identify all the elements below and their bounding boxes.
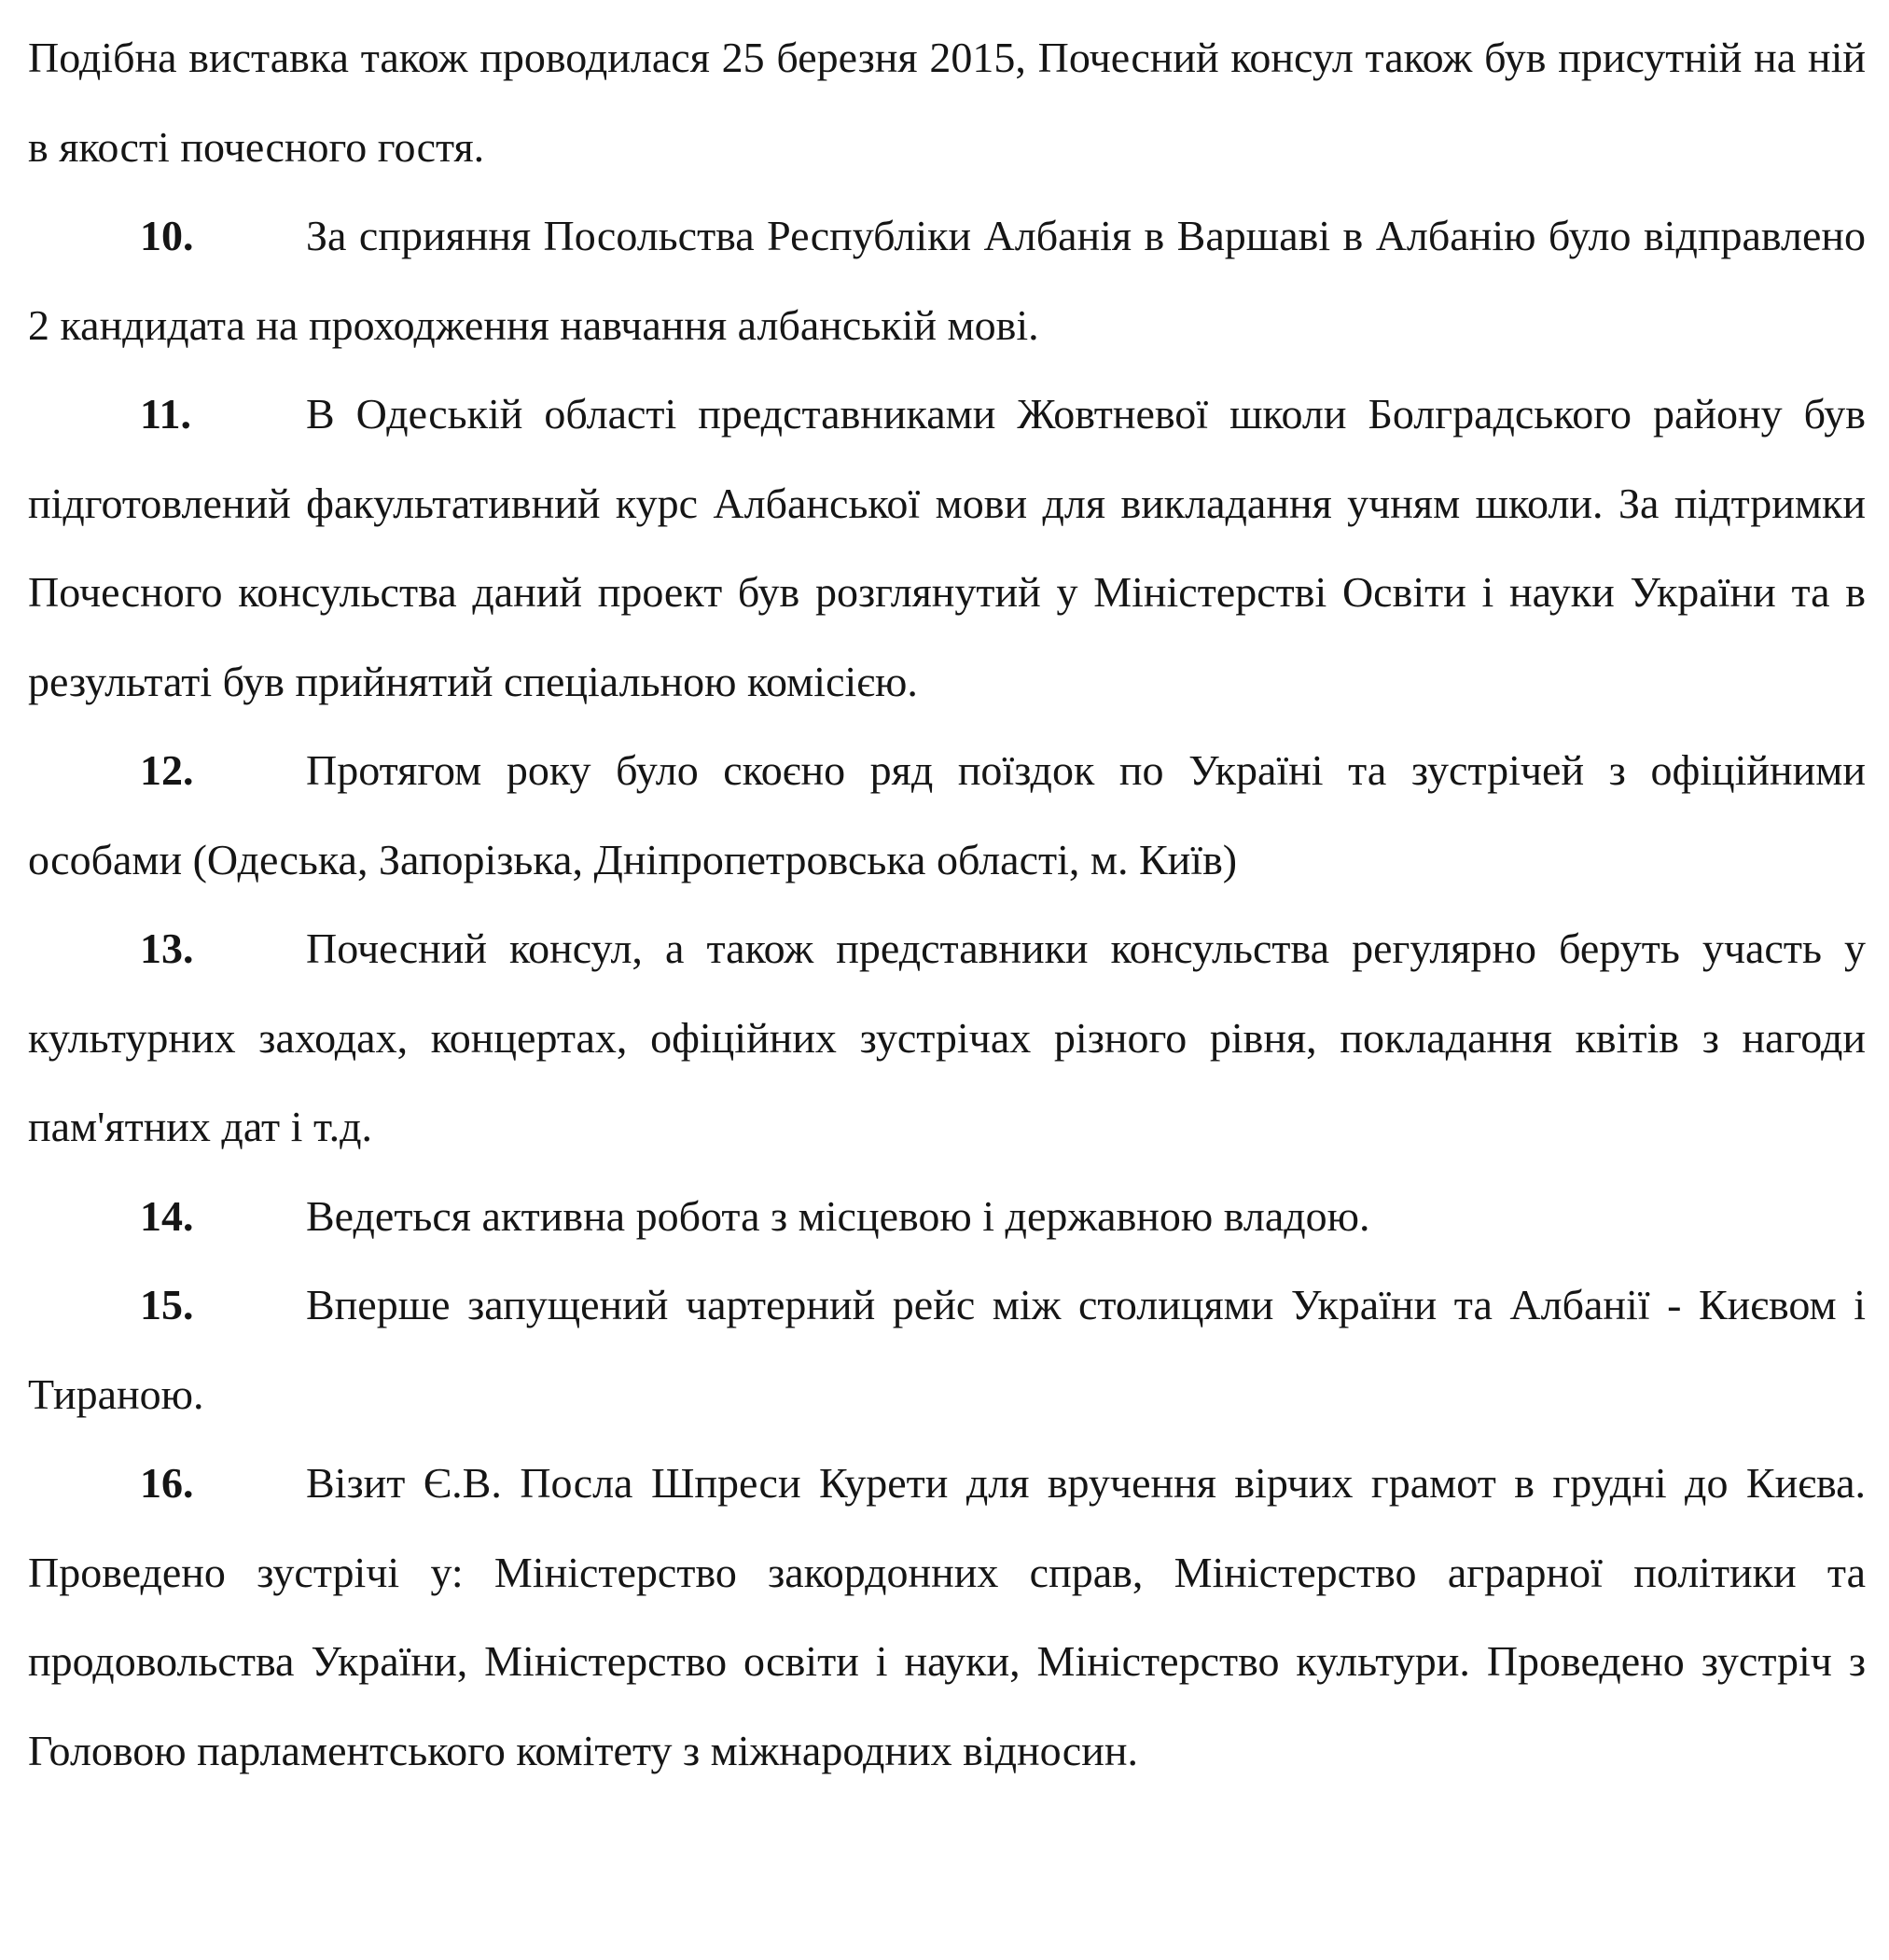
item-number: 11. bbox=[140, 390, 191, 438]
paragraph-item-10 bbox=[28, 191, 1866, 369]
paragraph-continuation bbox=[28, 13, 1866, 191]
paragraph-text: Подібна виставка також проводилася 25 березня 2015, Почесний консул також був присутній на ній в якості почесного гостя. bbox=[28, 34, 1866, 171]
item-number: 15. bbox=[140, 1281, 194, 1328]
paragraph-item-16 bbox=[28, 1439, 1866, 1795]
item-number: 12. bbox=[140, 746, 194, 794]
paragraph-text: Ведеться активна робота з місцевою і державною владою. bbox=[306, 1191, 1370, 1240]
paragraph-item-15 bbox=[28, 1260, 1866, 1439]
item-number: 14. bbox=[140, 1191, 194, 1240]
document-page bbox=[28, 13, 1866, 1795]
paragraph-item-12 bbox=[28, 726, 1866, 904]
paragraph-item-11 bbox=[28, 369, 1866, 726]
paragraph-item-14 bbox=[28, 1172, 1866, 1261]
paragraph-text: За сприяння Посольства Республіки Албанія в Варшаві в Албанію було відправлено 2 кандидата на проходження навчання албанській мові. bbox=[28, 212, 1866, 349]
item-number: 16. bbox=[140, 1459, 194, 1507]
paragraph-text: Візит Є.В. Посла Шпреси Курети для вручення вірчих грамот в грудні до Києва. Проведено зустрічі у: Міністерство закордонних справ, Міністерство аграрної політики та продовольства України, Міністерство освіти і науки, Міністерство культури. Проведено зустріч з Головою парламентського комітету з міжнародних відносин. bbox=[28, 1459, 1866, 1774]
paragraph-text: Вперше запущений чартерний рейс між столицями України та Албанії - Києвом і Тираною. bbox=[28, 1281, 1866, 1418]
paragraph-item-13 bbox=[28, 904, 1866, 1172]
item-number: 10. bbox=[140, 212, 194, 259]
paragraph-text: Почесний консул, а також представники консульства регулярно беруть участь у культурних заходах, концертах, офіційних зустрічах різного рівня, покладання квітів з нагоди пам'ятних дат і т.д. bbox=[28, 924, 1866, 1150]
paragraph-text: В Одеській області представниками Жовтневої школи Болградського району був підготовлений факультативний курс Албанської мови для викладання учням школи. За підтримки Почесного консульства даний проект був розглянутий у Міністерстві Освіти і науки України та в результаті був прийнятий спеціальною комісією. bbox=[28, 390, 1866, 705]
paragraph-text: Протягом року було скоєно ряд поїздок по Україні та зустрічей з офіційними особами (Одеська, Запорізька, Дніпропетровська області, м. Київ) bbox=[28, 746, 1866, 883]
item-number: 13. bbox=[140, 924, 194, 972]
